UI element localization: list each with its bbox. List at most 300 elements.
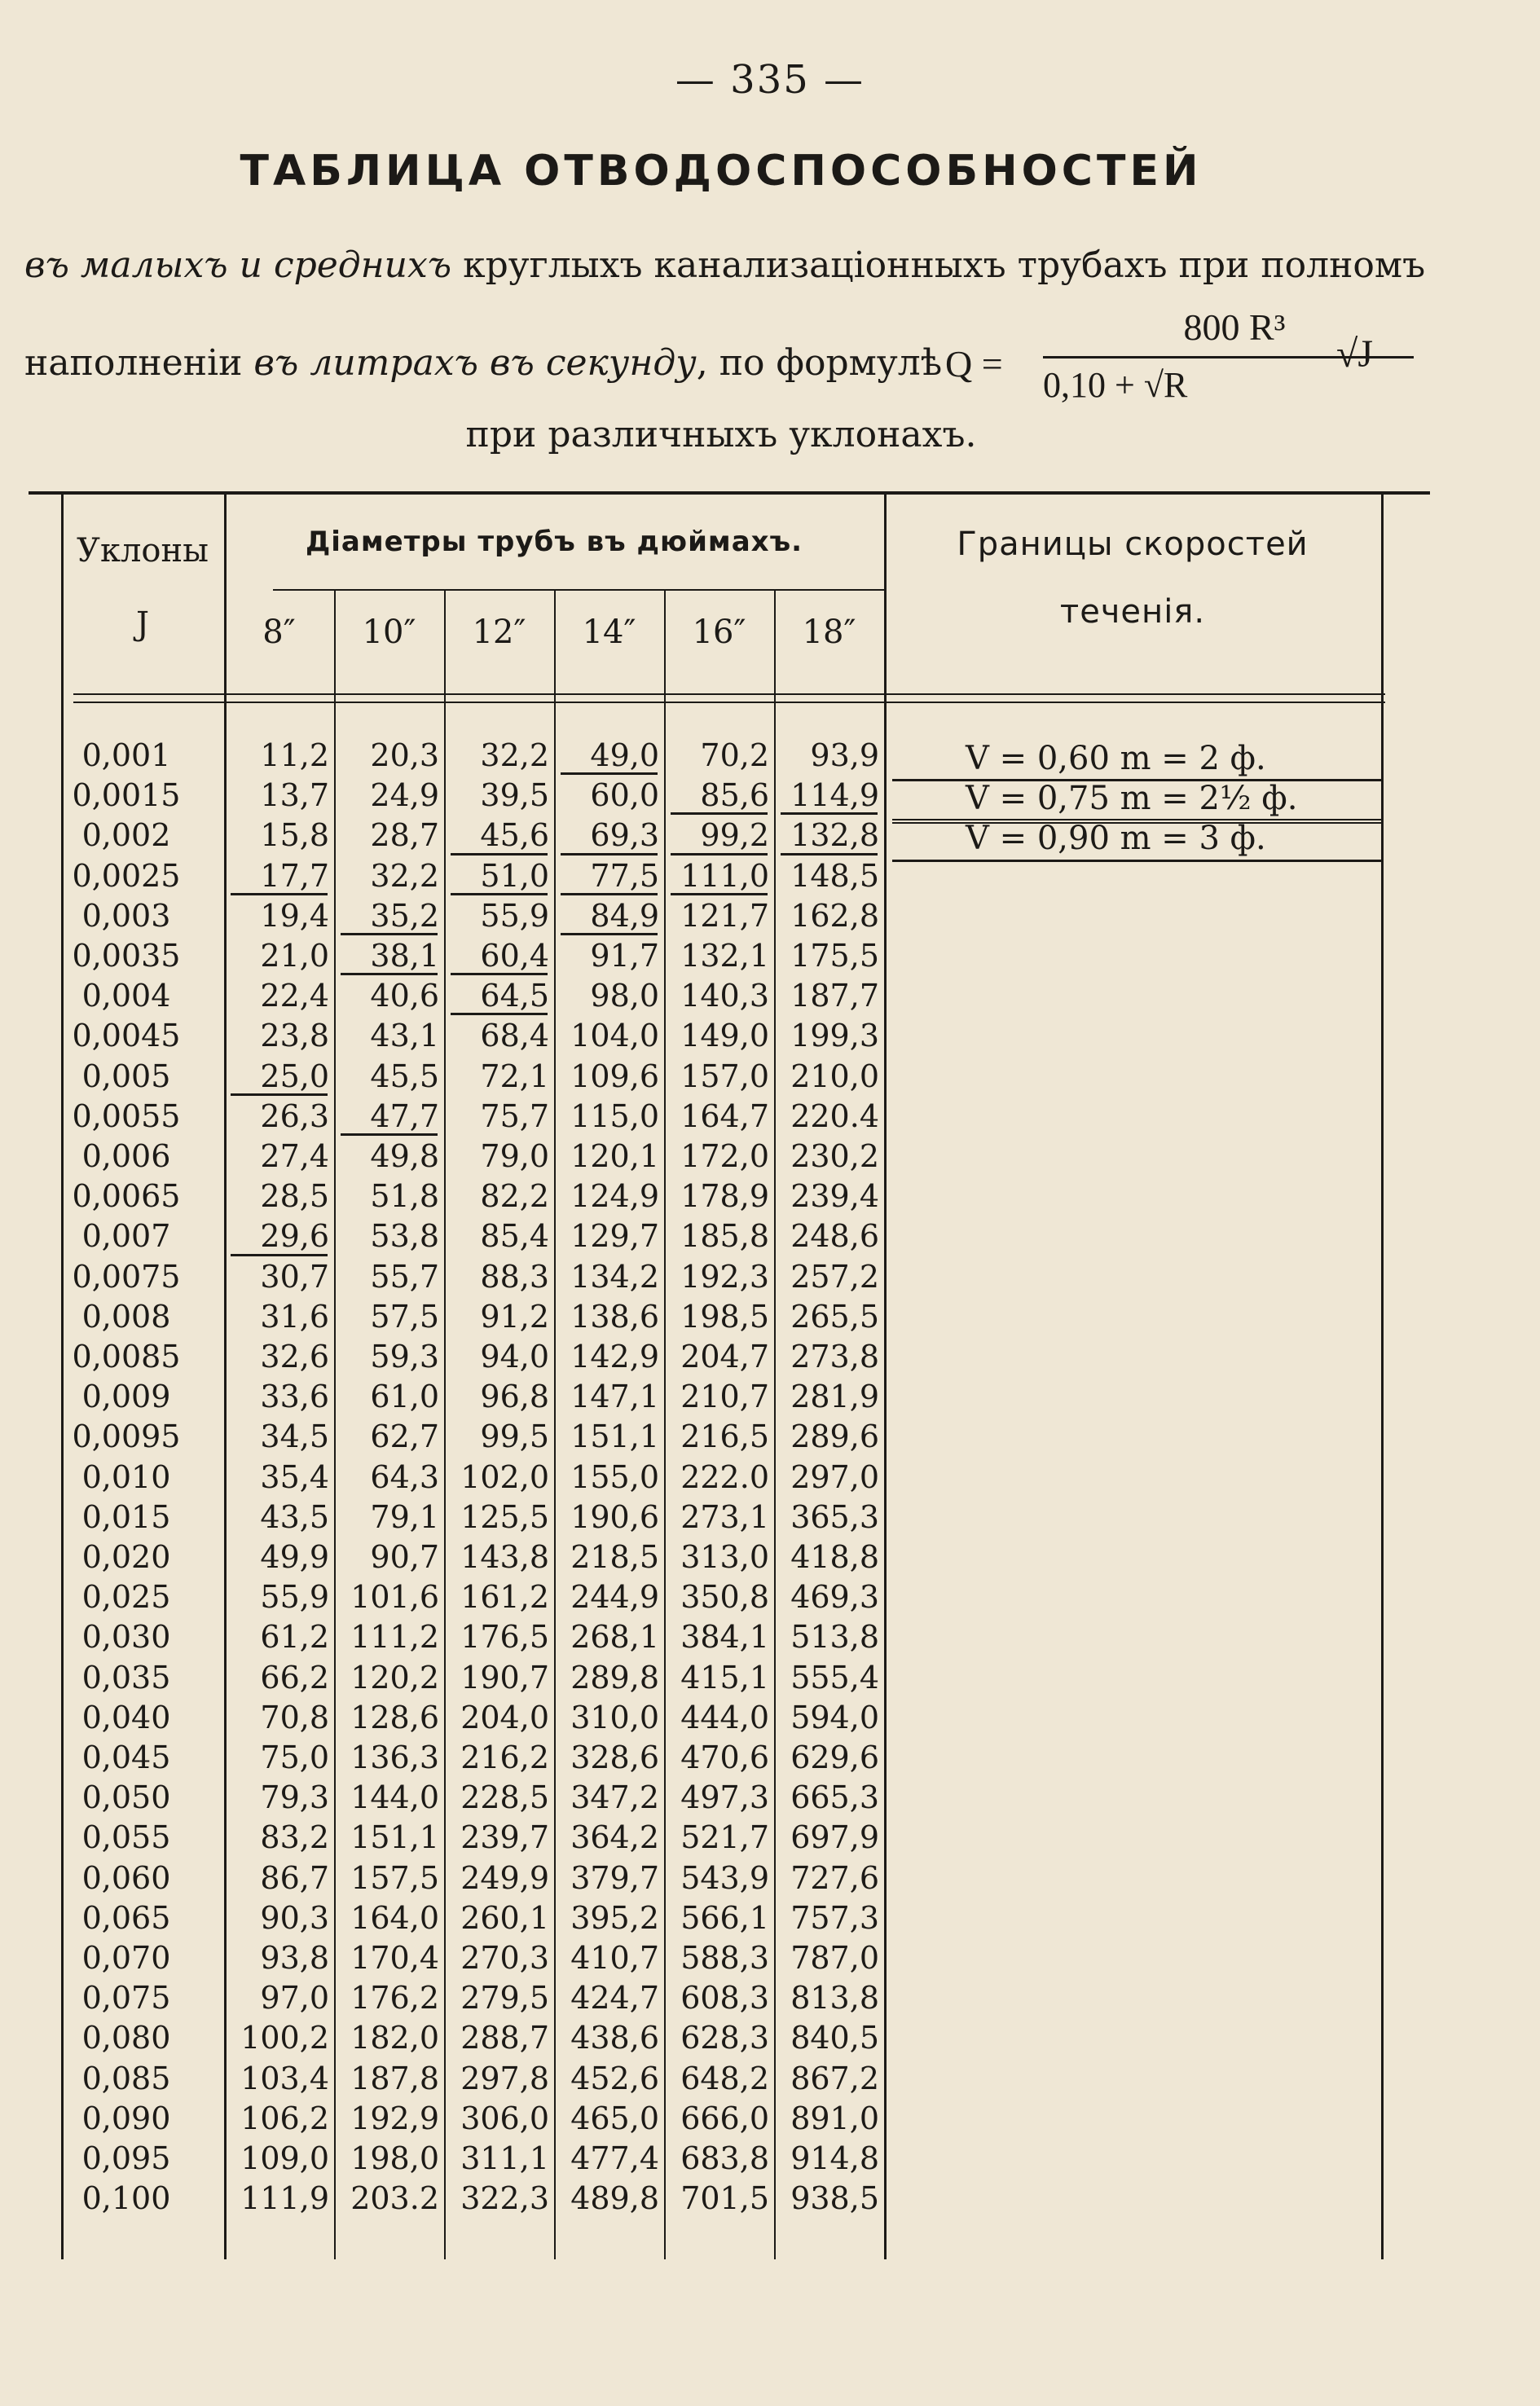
discharge-value: 268,1 (570, 1619, 659, 1656)
discharge-value: 469,3 (790, 1579, 879, 1616)
discharge-value: 497,3 (680, 1779, 769, 1816)
diameter-group-header: Діаметры трубъ въ дюймахъ. (305, 526, 803, 558)
velocity-boundary-rule (451, 853, 548, 856)
discharge-value: 140,3 (680, 978, 769, 1014)
discharge-value: 55,9 (480, 897, 549, 934)
discharge-value: 297,0 (790, 1458, 879, 1495)
discharge-value: 239,4 (790, 1178, 879, 1215)
table-row (29, 736, 892, 775)
discharge-value: 757,3 (790, 1899, 879, 1936)
discharge-value: 144,0 (350, 1779, 439, 1816)
velocity-boundary-rule (451, 973, 548, 975)
discharge-value: 109,6 (570, 1058, 659, 1094)
discharge-value: 111,2 (350, 1619, 439, 1656)
discharge-value: 350,8 (680, 1579, 769, 1616)
discharge-value: 104,0 (570, 1018, 659, 1054)
discharge-value: 260,1 (460, 1899, 549, 1936)
discharge-value: 328,6 (570, 1740, 659, 1775)
discharge-value: 322,3 (460, 2180, 549, 2217)
discharge-value: 28,5 (260, 1178, 329, 1215)
discharge-value: 218,5 (570, 1539, 659, 1575)
slope-value: 0,050 (81, 1779, 171, 1816)
table-row (29, 1537, 892, 1577)
table-row (29, 1778, 892, 1817)
discharge-value: 34,5 (260, 1419, 329, 1455)
discharge-value: 787,0 (790, 1940, 879, 1976)
discharge-value: 701,5 (680, 2180, 769, 2217)
discharge-value: 29,6 (260, 1218, 329, 1255)
discharge-value: 111,0 (680, 857, 769, 894)
discharge-value: 75,0 (260, 1740, 329, 1775)
discharge-value: 57,5 (370, 1298, 439, 1335)
discharge-value: 83,2 (260, 1819, 329, 1856)
discharge-value: 49,8 (370, 1138, 439, 1174)
discharge-value: 142,9 (570, 1339, 659, 1375)
header-bottom-rule-1 (73, 693, 1385, 695)
slope-value: 0,0095 (72, 1419, 181, 1455)
intro-italic-1: въ малыхъ и среднихъ (24, 244, 452, 286)
slope-value: 0,0065 (72, 1178, 181, 1215)
discharge-value: 79,0 (480, 1138, 549, 1174)
discharge-value: 82,2 (480, 1178, 549, 1215)
discharge-value: 136,3 (350, 1740, 439, 1775)
table-row (29, 2099, 892, 2138)
table-right-border (1381, 491, 1384, 2259)
discharge-value: 265,5 (790, 1298, 879, 1335)
discharge-value: 149,0 (680, 1018, 769, 1054)
slope-value: 0,004 (81, 978, 171, 1014)
slope-value: 0,055 (81, 1819, 171, 1856)
discharge-value: 24,9 (370, 777, 439, 814)
discharge-value: 22,4 (260, 978, 329, 1014)
discharge-value: 155,0 (570, 1458, 659, 1495)
discharge-value: 203.2 (350, 2180, 439, 2217)
discharge-value: 347,2 (570, 1779, 659, 1816)
intro-line-1 (24, 244, 1425, 286)
discharge-value: 648,2 (680, 2060, 769, 2096)
table-row (29, 856, 892, 895)
velocity-boundary-rule (451, 893, 548, 895)
slope-value: 0,0035 (72, 938, 181, 974)
diameter-group-rule (273, 589, 884, 591)
discharge-value: 61,0 (370, 1379, 439, 1415)
slope-value: 0,006 (81, 1138, 171, 1174)
discharge-value: 273,8 (790, 1339, 879, 1375)
discharge-value: 220.4 (790, 1097, 879, 1134)
discharge-value: 102,0 (460, 1458, 549, 1495)
discharge-value: 43,5 (260, 1498, 329, 1535)
discharge-value: 148,5 (790, 857, 879, 894)
discharge-value: 210,0 (790, 1058, 879, 1094)
slope-value: 0,008 (81, 1298, 171, 1335)
discharge-value: 289,8 (570, 1659, 659, 1696)
discharge-value: 109,0 (240, 2140, 329, 2176)
table-row (29, 1898, 892, 1938)
intro-italic-2: въ литрахъ въ секунду (253, 342, 697, 384)
discharge-value: 77,5 (590, 857, 659, 894)
discharge-value: 629,6 (790, 1740, 879, 1775)
diameter-header: 16″ (692, 614, 746, 651)
page-title: ТАБЛИЦА ОТВОДОСПОСОБНОСТЕЙ (240, 147, 1203, 196)
discharge-value: 35,2 (370, 897, 439, 934)
discharge-value: 15,8 (260, 817, 329, 854)
table-row (29, 1498, 892, 1537)
velocity-header-line2: теченія. (1059, 593, 1206, 631)
discharge-value: 59,3 (370, 1339, 439, 1375)
discharge-value: 364,2 (570, 1819, 659, 1856)
diameter-column-divider (554, 589, 556, 2259)
discharge-value: 60,4 (480, 938, 549, 974)
discharge-value: 306,0 (460, 2100, 549, 2136)
discharge-value: 289,6 (790, 1419, 879, 1455)
table-top-rule (29, 491, 1430, 495)
discharge-value: 43,1 (370, 1018, 439, 1054)
discharge-value: 85,4 (480, 1218, 549, 1255)
discharge-value: 288,7 (460, 2020, 549, 2056)
discharge-value: 444,0 (680, 1699, 769, 1735)
discharge-value: 438,6 (570, 2020, 659, 2056)
table-row (29, 1698, 892, 1737)
discharge-value: 106,2 (240, 2100, 329, 2136)
slope-value: 0,0025 (72, 857, 181, 894)
table-row (29, 1377, 892, 1416)
table-row (29, 1216, 892, 1256)
diameter-header: 10″ (362, 614, 416, 651)
slope-value: 0,001 (81, 737, 171, 773)
discharge-formula (945, 297, 1401, 411)
formula-denominator: 0,10 + √R (1043, 365, 1188, 405)
discharge-value: 39,5 (480, 777, 549, 814)
discharge-value: 38,1 (370, 938, 439, 974)
table-row (29, 816, 892, 855)
discharge-value: 192,3 (680, 1258, 769, 1295)
discharge-value: 21,0 (260, 938, 329, 974)
slope-value: 0,025 (81, 1579, 171, 1616)
discharge-value: 86,7 (260, 1859, 329, 1896)
discharge-value: 365,3 (790, 1498, 879, 1535)
discharge-value: 64,5 (480, 978, 549, 1014)
discharge-value: 55,9 (260, 1579, 329, 1616)
table-row (29, 1257, 892, 1296)
header-bottom-rule-2 (73, 702, 1385, 703)
table-row (29, 1858, 892, 1898)
discharge-value: 465,0 (570, 2100, 659, 2136)
velocity-boundary-rule (341, 1133, 438, 1136)
discharge-value: 161,2 (460, 1579, 549, 1616)
discharge-value: 53,8 (370, 1218, 439, 1255)
discharge-value: 88,3 (480, 1258, 549, 1295)
discharge-value: 313,0 (680, 1539, 769, 1575)
discharge-value: 273,1 (680, 1498, 769, 1535)
velocity-boundary-rule (781, 812, 878, 815)
discharge-value: 190,6 (570, 1498, 659, 1535)
discharge-value: 222.0 (680, 1458, 769, 1495)
discharge-value: 19,4 (260, 897, 329, 934)
discharge-value: 120,2 (350, 1659, 439, 1696)
slope-symbol: J (135, 605, 150, 643)
diameter-column-divider (334, 589, 336, 2259)
discharge-value: 190,7 (460, 1659, 549, 1696)
slope-value: 0,020 (81, 1539, 171, 1575)
diameter-column-divider (444, 589, 446, 2259)
discharge-value: 239,7 (460, 1819, 549, 1856)
discharge-value: 281,9 (790, 1379, 879, 1415)
formula-lhs: Q = (945, 343, 1003, 385)
discharge-value: 72,1 (480, 1058, 549, 1094)
discharge-value: 100,2 (240, 2020, 329, 2056)
slope-value: 0,075 (81, 1980, 171, 2017)
intro-text-2a: наполненіи (24, 342, 254, 384)
discharge-value: 187,8 (350, 2060, 439, 2096)
discharge-value: 60,0 (590, 777, 659, 814)
table-row (29, 1417, 892, 1456)
table-row (29, 1617, 892, 1656)
discharge-value: 128,6 (350, 1699, 439, 1735)
discharge-value: 79,1 (370, 1498, 439, 1535)
formula-root-j: √J (1336, 332, 1374, 376)
discharge-value: 120,1 (570, 1138, 659, 1174)
discharge-value: 61,2 (260, 1619, 329, 1656)
velocity-boundary-rule (561, 853, 658, 856)
table-row (29, 1938, 892, 1977)
slope-value: 0,0055 (72, 1097, 181, 1134)
discharge-value: 257,2 (790, 1258, 879, 1295)
velocity-limit: V = 0,60 m = 2 ф. (966, 740, 1266, 777)
velocity-boundary-rule (671, 853, 768, 856)
slope-value: 0,0085 (72, 1339, 181, 1375)
table-row (29, 896, 892, 935)
discharge-value: 566,1 (680, 1899, 769, 1936)
table-row (29, 1057, 892, 1096)
discharge-value: 628,3 (680, 2020, 769, 2056)
velocity-boundary-rule (561, 772, 658, 775)
discharge-value: 182,0 (350, 2020, 439, 2056)
discharge-value: 91,2 (480, 1298, 549, 1335)
discharge-value: 26,3 (260, 1097, 329, 1134)
discharge-value: 32,2 (370, 857, 439, 894)
slope-value: 0,0075 (72, 1258, 181, 1295)
discharge-value: 69,3 (590, 817, 659, 854)
discharge-value: 17,7 (260, 857, 329, 894)
discharge-value: 175,5 (790, 938, 879, 974)
discharge-value: 75,7 (480, 1097, 549, 1134)
table-row (29, 1458, 892, 1497)
slope-value: 0,015 (81, 1498, 171, 1535)
discharge-value: 418,8 (790, 1539, 879, 1575)
table-row (29, 1097, 892, 1136)
velocity-boundary-rule (671, 893, 768, 895)
discharge-value: 85,6 (700, 777, 769, 814)
discharge-value: 157,0 (680, 1058, 769, 1094)
discharge-value: 125,5 (460, 1498, 549, 1535)
discharge-value: 230,2 (790, 1138, 879, 1174)
discharge-value: 162,8 (790, 897, 879, 934)
discharge-value: 697,9 (790, 1819, 879, 1856)
discharge-value: 249,9 (460, 1859, 549, 1896)
discharge-value: 270,3 (460, 1940, 549, 1976)
slope-value: 0,100 (81, 2180, 171, 2217)
discharge-value: 727,6 (790, 1859, 879, 1896)
diameter-column-divider (664, 589, 666, 2259)
velocity-boundary-rule (231, 1093, 328, 1096)
table-row (29, 2059, 892, 2098)
discharge-value: 452,6 (570, 2060, 659, 2096)
discharge-value: 199,3 (790, 1018, 879, 1054)
discharge-value: 938,5 (790, 2180, 879, 2217)
discharge-value: 66,2 (260, 1659, 329, 1696)
discharge-value: 30,7 (260, 1258, 329, 1295)
discharge-value: 115,0 (570, 1097, 659, 1134)
discharge-value: 23,8 (260, 1018, 329, 1054)
diameter-header: 12″ (472, 614, 526, 651)
discharge-value: 470,6 (680, 1740, 769, 1775)
discharge-value: 99,5 (480, 1419, 549, 1455)
discharge-value: 129,7 (570, 1218, 659, 1255)
discharge-value: 70,2 (700, 737, 769, 773)
discharge-value: 170,4 (350, 1940, 439, 1976)
discharge-value: 157,5 (350, 1859, 439, 1896)
discharge-value: 415,1 (680, 1659, 769, 1696)
discharge-value: 204,0 (460, 1699, 549, 1735)
slope-value: 0,0045 (72, 1018, 181, 1054)
discharge-value: 93,8 (260, 1940, 329, 1976)
discharge-value: 185,8 (680, 1218, 769, 1255)
discharge-value: 311,1 (460, 2140, 549, 2176)
discharge-value: 813,8 (790, 1980, 879, 2017)
discharge-value: 543,9 (680, 1859, 769, 1896)
discharge-value: 840,5 (790, 2020, 879, 2056)
discharge-value: 93,9 (810, 737, 879, 773)
discharge-value: 99,2 (700, 817, 769, 854)
discharge-value: 310,0 (570, 1699, 659, 1735)
discharge-value: 666,0 (680, 2100, 769, 2136)
discharge-value: 51,8 (370, 1178, 439, 1215)
discharge-value: 79,3 (260, 1779, 329, 1816)
discharge-value: 172,0 (680, 1138, 769, 1174)
velocity-boundary-rule (451, 1013, 548, 1015)
slope-value: 0,0015 (72, 777, 181, 814)
table-row (29, 1577, 892, 1616)
table-row (29, 2018, 892, 2057)
table-row (29, 1818, 892, 1857)
table-row (29, 976, 892, 1015)
table-row (29, 2139, 892, 2178)
velocity-boundary-rule (671, 812, 768, 815)
table-row (29, 776, 892, 815)
discharge-value: 608,3 (680, 1980, 769, 2017)
discharge-value: 40,6 (370, 978, 439, 1014)
slope-value: 0,070 (81, 1940, 171, 1976)
discharge-value: 164,7 (680, 1097, 769, 1134)
slope-value: 0,030 (81, 1619, 171, 1656)
discharge-value: 228,5 (460, 1779, 549, 1816)
discharge-value: 867,2 (790, 2060, 879, 2096)
discharge-value: 32,2 (480, 737, 549, 773)
discharge-value: 151,1 (350, 1819, 439, 1856)
formula-numerator: 800 R³ (1183, 306, 1286, 348)
discharge-value: 198,5 (680, 1298, 769, 1335)
discharge-value: 134,2 (570, 1258, 659, 1295)
slope-value: 0,005 (81, 1058, 171, 1094)
discharge-value: 297,8 (460, 2060, 549, 2096)
table-row (29, 2179, 892, 2218)
discharge-value: 51,0 (480, 857, 549, 894)
discharge-value: 204,7 (680, 1339, 769, 1375)
discharge-value: 489,8 (570, 2180, 659, 2217)
table-row (29, 1978, 892, 2017)
slope-value: 0,010 (81, 1458, 171, 1495)
slope-value: 0,009 (81, 1379, 171, 1415)
slope-value: 0,090 (81, 2100, 171, 2136)
table-row (29, 1297, 892, 1336)
discharge-value: 178,9 (680, 1178, 769, 1215)
discharge-value: 143,8 (460, 1539, 549, 1575)
discharge-value: 151,1 (570, 1419, 659, 1455)
discharge-value: 477,4 (570, 2140, 659, 2176)
velocity-boundary-rule (231, 1254, 328, 1256)
velocity-boundary-rule (231, 893, 328, 895)
discharge-value: 424,7 (570, 1980, 659, 2017)
discharge-value: 45,6 (480, 817, 549, 854)
table-row (29, 936, 892, 975)
discharge-value: 68,4 (480, 1018, 549, 1054)
discharge-value: 70,8 (260, 1699, 329, 1735)
diameter-header: 18″ (802, 614, 856, 651)
discharge-value: 395,2 (570, 1899, 659, 1936)
slope-value: 0,035 (81, 1659, 171, 1696)
discharge-value: 683,8 (680, 2140, 769, 2176)
discharge-value: 210,7 (680, 1379, 769, 1415)
discharge-value: 27,4 (260, 1138, 329, 1174)
slope-value: 0,040 (81, 1699, 171, 1735)
diameter-header: 8″ (262, 614, 296, 651)
table-row (29, 1137, 892, 1176)
discharge-value: 132,8 (790, 817, 879, 854)
discharge-value: 35,4 (260, 1458, 329, 1495)
slope-header: Уклоны (77, 532, 209, 570)
discharge-value: 103,4 (240, 2060, 329, 2096)
discharge-value: 379,7 (570, 1859, 659, 1896)
discharge-value: 138,6 (570, 1298, 659, 1335)
discharge-value: 11,2 (260, 737, 329, 773)
discharge-value: 47,7 (370, 1097, 439, 1134)
discharge-value: 45,5 (370, 1058, 439, 1094)
table-row (29, 1177, 892, 1216)
discharge-value: 84,9 (590, 897, 659, 934)
velocity-limit-rule (892, 860, 1381, 862)
discharge-value: 555,4 (790, 1659, 879, 1696)
discharge-value: 111,9 (240, 2180, 329, 2217)
slope-value: 0,003 (81, 897, 171, 934)
slope-value: 0,065 (81, 1899, 171, 1936)
discharge-value: 55,7 (370, 1258, 439, 1295)
page-number: — 335 — (675, 57, 865, 103)
discharge-value: 124,9 (570, 1178, 659, 1215)
velocity-limit: V = 0,90 m = 3 ф. (966, 820, 1266, 858)
discharge-value: 665,3 (790, 1779, 879, 1816)
table-row (29, 1016, 892, 1055)
discharge-value: 31,6 (260, 1298, 329, 1335)
discharge-value: 248,6 (790, 1218, 879, 1255)
discharge-value: 588,3 (680, 1940, 769, 1976)
intro-line-3: при различныхъ уклонахъ. (465, 414, 977, 455)
velocity-header-line1: Границы скоростей (957, 526, 1309, 563)
discharge-value: 192,9 (350, 2100, 439, 2136)
slope-value: 0,095 (81, 2140, 171, 2176)
discharge-value: 164,0 (350, 1899, 439, 1936)
discharge-value: 64,3 (370, 1458, 439, 1495)
discharge-value: 216,2 (460, 1740, 549, 1775)
